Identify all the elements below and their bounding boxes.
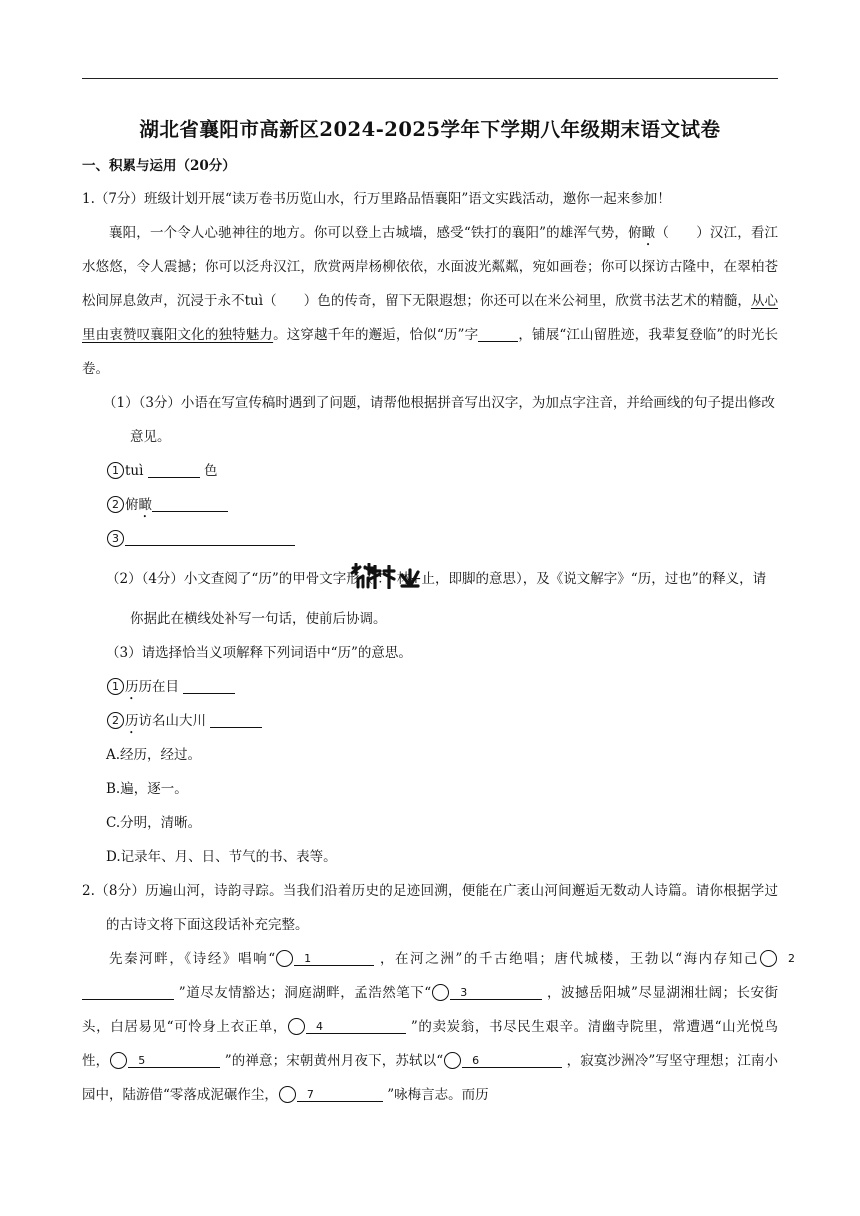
answer-blank[interactable] (128, 1051, 220, 1068)
answer-blank[interactable] (125, 529, 295, 546)
dotted-char: 瞰 (641, 225, 656, 241)
question-1-stem: 1.（7分）班级计划开展“读万卷书历览山水，行万里路品悟襄阳”语文实践活动，邀你一起来参加！ (82, 191, 671, 207)
option-b: B.遍，逐一。 (106, 781, 188, 797)
page-title: 湖北省襄阳市高新区2024-2025学年下学期八年级期末语文试卷 (139, 118, 721, 141)
underlined-sentence: 从心里由衷赞叹襄阳文化的独特魅力 (82, 293, 779, 343)
question-2-stem: 2.（8分）历遍山河，诗韵寻踪。当我们沿着历史的足迹回溯，便能在广袤山河间邂逅无数动人诗篇。请你根据学过的古诗文将下面这段话补充完整。 (82, 883, 778, 933)
word-lilizaimu: 1 历历在目 (82, 670, 778, 704)
option-c: C.分明，清晰。 (106, 815, 202, 831)
answer-blank[interactable] (478, 325, 518, 342)
answer-blank[interactable] (82, 983, 174, 1000)
answer-blank[interactable] (306, 1017, 406, 1034)
question-1-passage: 襄阳，一个令人心驰神往的地方。你可以登上古城墙，感受“铁打的襄阳”的雄浑气势，俯瞰（ ）汉江，看江水悠悠，令人震撼；你可以泛舟汉江，欣赏两岸杨柳依依，水面波光粼粼，宛如画卷；你可以探访古隆中，在翠柏苍松间屏息敛声，沉浸于永不tuì（ ）色的传奇，留下无限遐想；你还可以在米公祠里，欣赏书法艺术的精髓，从心里由衷赞叹襄阳文化的独特魅力。这穿越千年的邂逅，恰似“历”字 ，铺展“江山留胜迹，我辈复登临”的时光长卷。 (82, 225, 779, 377)
option-d: D.记录年、月、日、节气的书、表等。 (106, 849, 337, 865)
sub-question-3: （3）请选择恰当义项解释下列词语中“历”的意思。 (106, 645, 412, 661)
answer-blank[interactable] (297, 1085, 383, 1102)
item-fukan: 2 俯瞰 (82, 488, 778, 522)
answer-blank[interactable] (462, 1051, 562, 1068)
section-heading: 一、积累与运用（20分） (82, 158, 236, 174)
item-revise: 3 (82, 522, 778, 556)
item-tui: 1 tuì 色 (82, 454, 778, 488)
answer-blank[interactable] (450, 983, 542, 1000)
sub-question-1: （1）（3分）小语在写宣传稿时遇到了问题，请帮他根据拼音写出汉字，为加点字注音，并给画线的句子提出修改意见。 (103, 395, 775, 445)
option-a: A.经历，经过。 (106, 747, 202, 763)
answer-blank[interactable] (148, 461, 200, 478)
word-lifang: 2 历访名山大川 (82, 704, 778, 738)
answer-blank[interactable] (210, 711, 262, 728)
answer-blank[interactable] (183, 677, 235, 694)
sub-question-2: （2）（4分）小文查阅了“历”的甲骨文字形（ ： 林+止，即脚的意思），及《说文解字》“历，过也”的释义，请你据此在横线处补写一句话，使前后协调。 (82, 562, 778, 636)
answer-blank[interactable] (152, 495, 228, 512)
exam-page (82, 100, 795, 1112)
question-2-passage: 先秦河畔，《诗经》唱响“ 1 ，在河之洲”的千古绝唱；唐代城楼，王勃以“海内存知己 2 ”道尽友情豁达；洞庭湖畔，孟浩然笔下“ 3 ，波撼岳阳城”尽显湖湘壮阔；长安街头，白居易见“可怜身上衣正单， 4 ”的卖炭翁，书尽民生艰辛。清幽寺院里，常遭遇“山光悦鸟性， 5 ”的禅意；宋朝黄州月夜下，苏轼以“ 6 ，寂寞沙洲冷”写坚守理想；江南小园中，陆游借“零落成泥碾作尘， 7 ”咏梅言志。而历 (82, 951, 795, 1103)
answer-blank[interactable] (294, 949, 374, 966)
header-rule (82, 78, 778, 79)
